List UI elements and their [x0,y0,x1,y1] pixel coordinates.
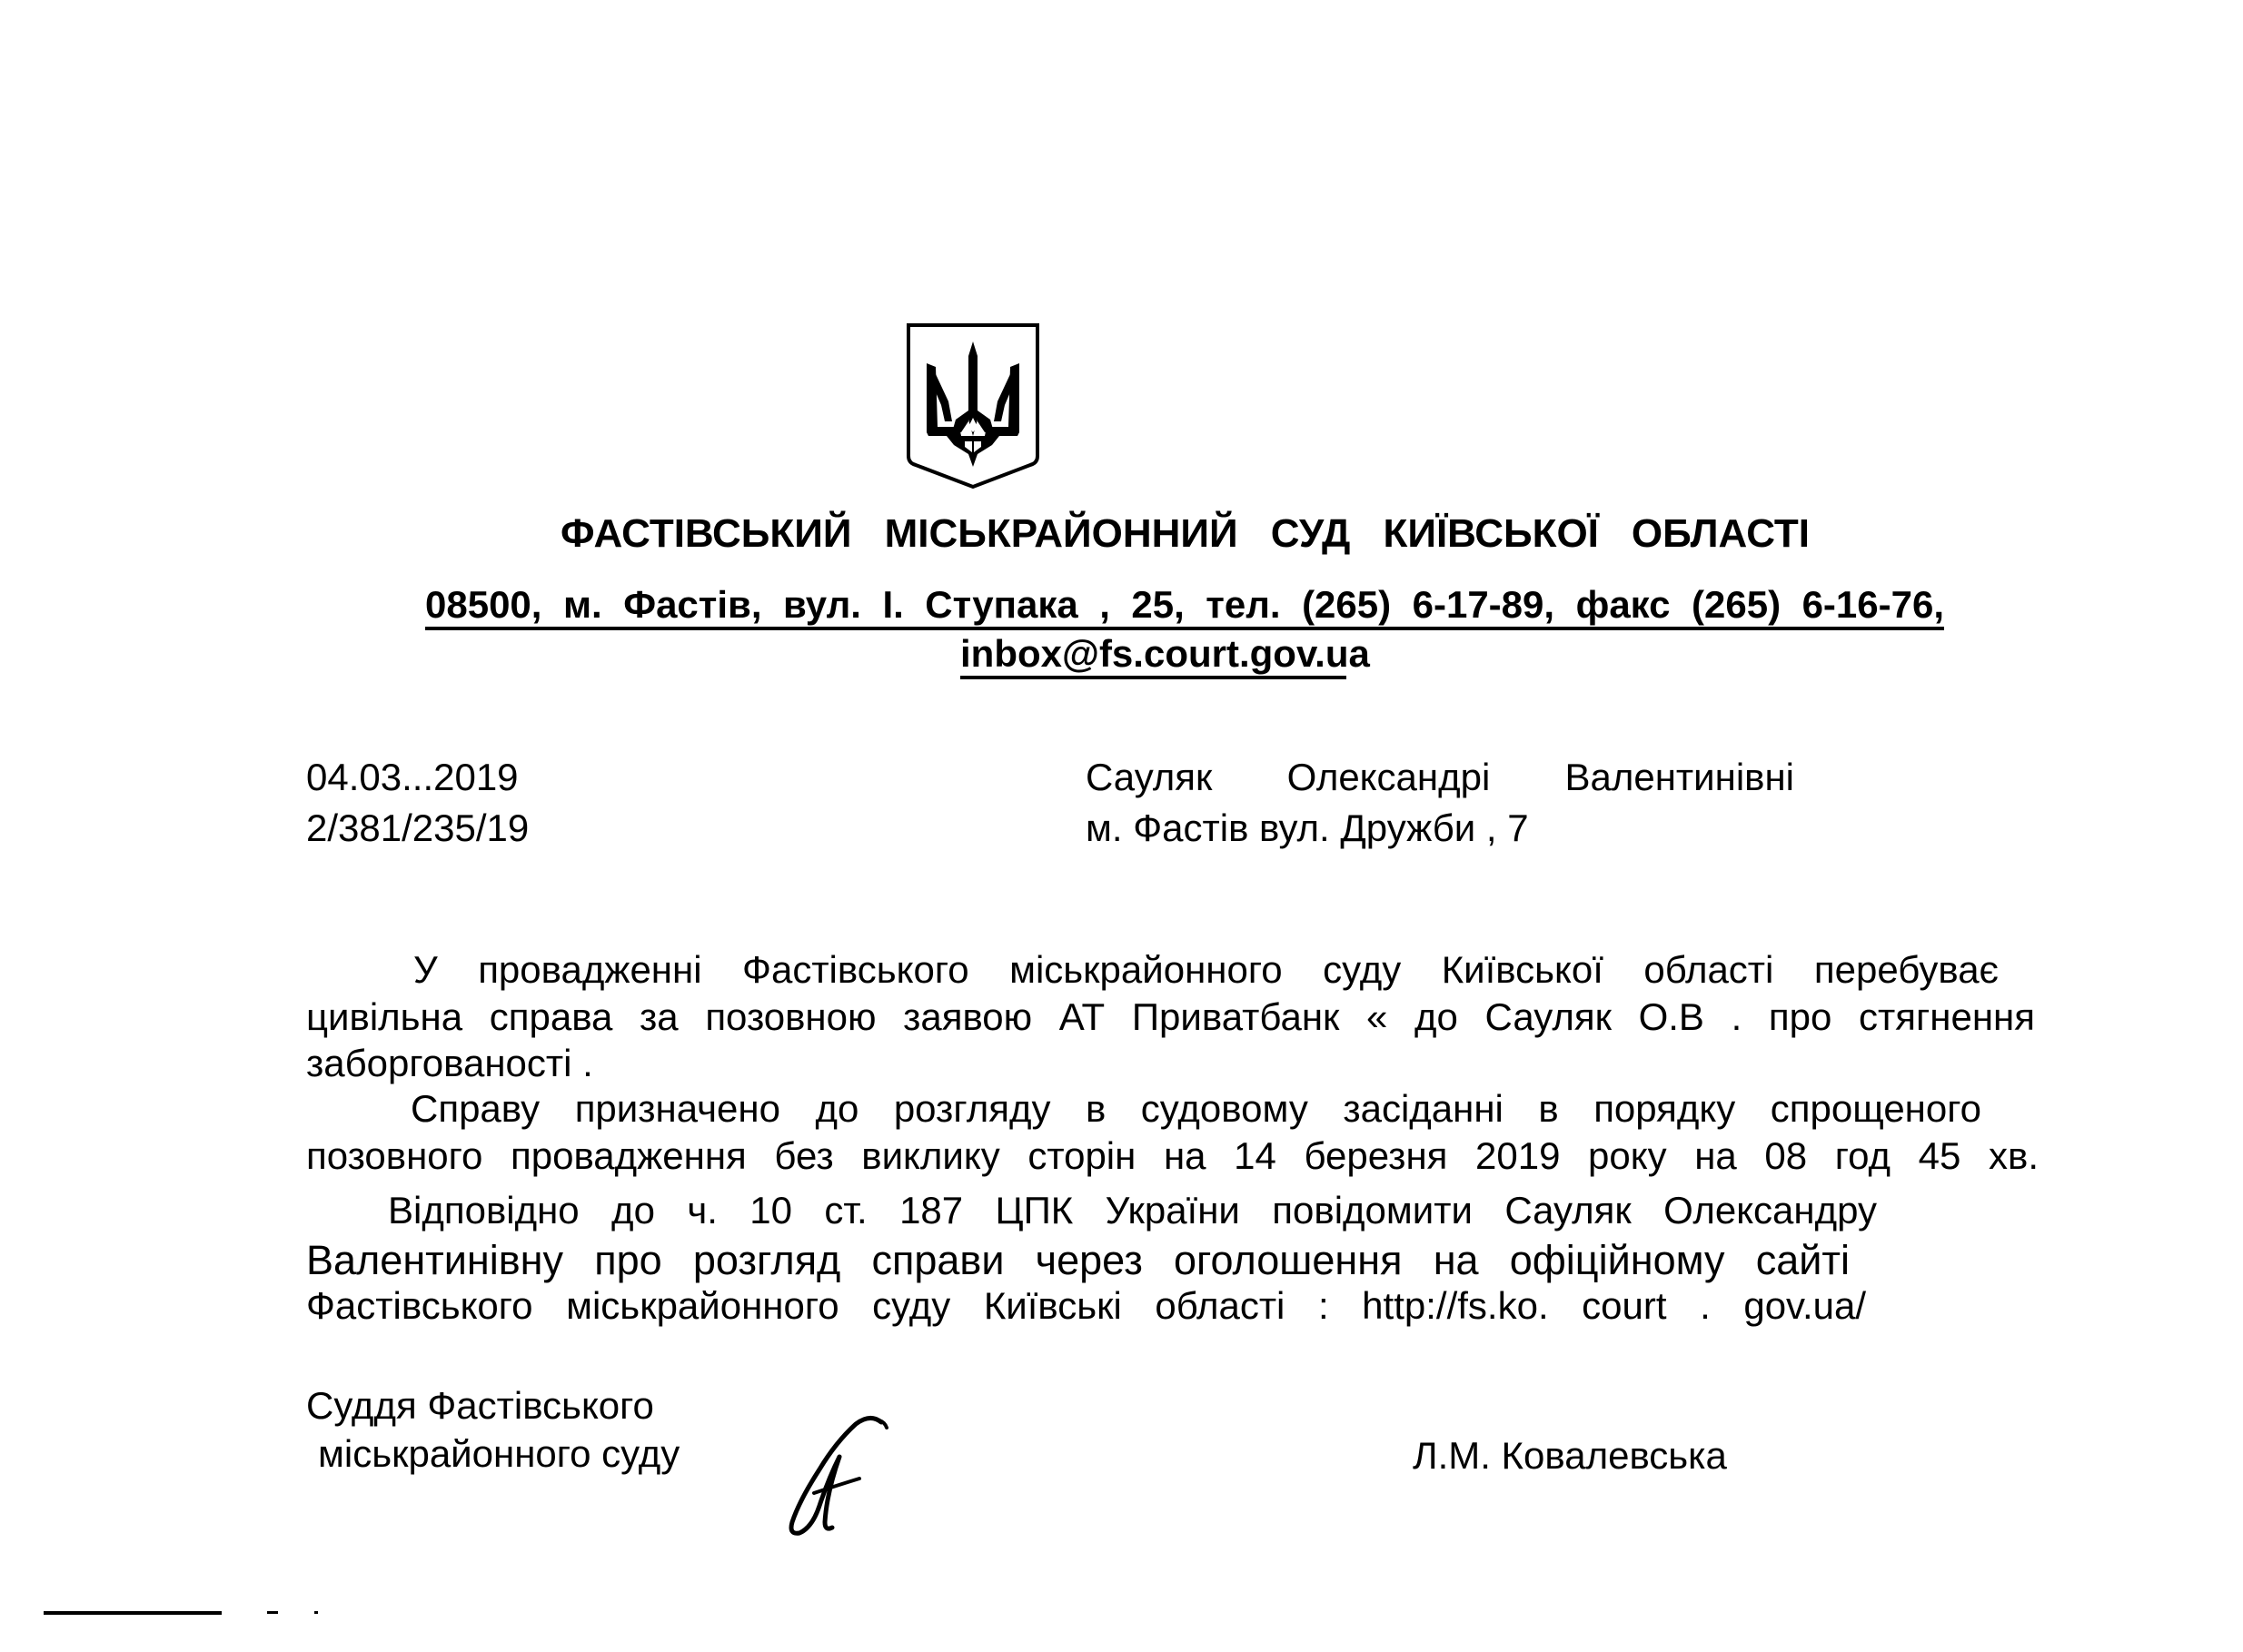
coat-of-arms-icon [905,320,1041,490]
court-email-link[interactable]: inbox@fs.court.gov.ua [960,632,1370,675]
body-paragraph-1-line: заборгованості . [306,1042,593,1084]
handwritten-signature [772,1406,908,1542]
body-paragraph-3-line: Відповідно до ч. 10 ст. 187 ЦПК України повідомити Сауляк Олександру [388,1189,1877,1232]
email-underline [960,676,1346,679]
court-address: 08500, м. Фастів, вул. І. Ступака , 25, тел. (265) 6-17-89, факс (265) 6-16-76, [425,583,1944,626]
body-paragraph-1-line: У провадженні Фастівського міськрайонного суду Київської області перебуває [413,948,1999,991]
recipient-address: м. Фастів вул. Дружби , 7 [1086,806,1529,849]
body-paragraph-3-line: Фастівського міськрайонного суду Київські області : http://fs.ko. court . gov.ua/ [306,1284,1866,1327]
letter-number: 2/381/235/19 [306,806,530,849]
body-paragraph-2-line: Справу призначено до розгляду в судовому засіданні в порядку спрощеного [411,1087,1981,1130]
scan-artifact-line [44,1609,334,1617]
letter-date: 04.03...2019 [306,756,519,798]
judge-name: Л.М. Ковалевська [1413,1434,1727,1477]
body-paragraph-1-line: цивільна справа за позовною заявою АТ Приватбанк « до Сауляк О.В . про стягнення [306,995,2035,1038]
judge-title: міськрайонного суду [318,1432,680,1475]
judge-title: Суддя Фастівського [306,1384,654,1427]
body-paragraph-2-line: позовного провадження без виклику сторін на 14 березня 2019 року на 08 год 45 хв. [306,1134,2039,1177]
court-name-heading: ФАСТІВСЬКИЙ МІСЬКРАЙОННИЙ СУД КИЇВСЬКОЇ ОБЛАСТІ [561,511,1810,556]
recipient-name: Сауляк Олександрі Валентинівні [1086,756,1794,798]
body-paragraph-3-line: Валентинівну про розгляд справи через оголошення на офіційному сайті [306,1237,1850,1283]
